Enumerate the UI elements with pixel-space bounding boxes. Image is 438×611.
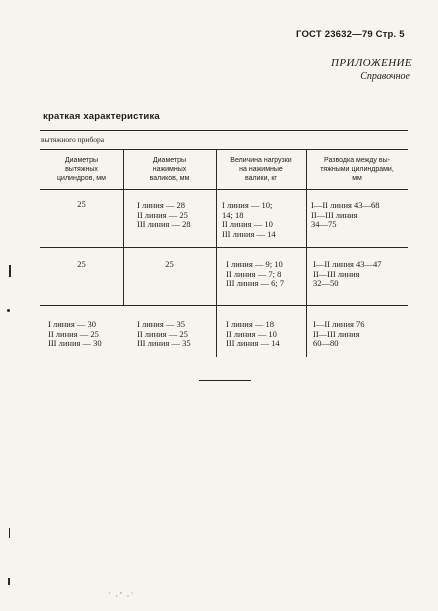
end-rule <box>199 380 251 381</box>
scan-mark <box>8 578 10 585</box>
table-cell: I—II линия 43—47 II—III линия 32—50 <box>313 259 382 289</box>
column-header: Диаметры вытяжных цилиндров, мм <box>57 156 106 182</box>
scan-mark <box>7 309 10 312</box>
table-cell: I—II линия 43—68 II—III линия 34—75 <box>311 200 380 230</box>
section-title: краткая характеристика <box>43 111 160 122</box>
column-header: Диаметры нажимных валиков, мм <box>149 156 190 182</box>
appendix-title: ПРИЛОЖЕНИЕ <box>331 57 412 69</box>
appendix-note: Справочное <box>360 71 410 82</box>
table-top-rule <box>40 130 408 131</box>
table-cell: I линия — 18 II линия — 10 III линия — 14 <box>226 319 280 349</box>
scan-mark <box>9 528 10 538</box>
page-header: ГОСТ 23632—79 Стр. 5 <box>296 29 405 40</box>
scan-mark <box>9 265 11 277</box>
column-header: Разводка между вы- тяжными цилиндрами, мм <box>320 156 394 182</box>
scan-scribble: ˙ ·˚ ·˙ <box>108 591 135 601</box>
column-header: Величина нагрузки на нажимные валики, кг <box>230 156 292 182</box>
header-top-rule <box>40 149 408 150</box>
header-bottom-rule <box>40 189 408 190</box>
table-cell: I линия — 30 II линия — 25 III линия — 30 <box>48 319 102 349</box>
table-cell: 25 <box>77 259 86 269</box>
table-cell: 25 <box>77 199 86 209</box>
table-cell: I линия — 10; 14; 18 II линия — 10 III линия — 14 <box>222 200 276 239</box>
table-cell: I линия — 9; 10 II линия — 7; 8 III линия — 6; 7 <box>226 259 285 289</box>
table-cell: I линия — 35 II линия — 25 III линия — 35 <box>137 319 191 349</box>
row-divider <box>40 247 408 248</box>
table-subheader: вытяжного прибора <box>41 135 105 144</box>
table-cell: I линия — 28 II линия — 25 III линия — 28 <box>137 200 191 230</box>
row-divider <box>40 305 408 306</box>
table-cell: 25 <box>165 259 174 269</box>
table-cell: I—II линия 76 II—III линия 60—80 <box>313 319 365 349</box>
